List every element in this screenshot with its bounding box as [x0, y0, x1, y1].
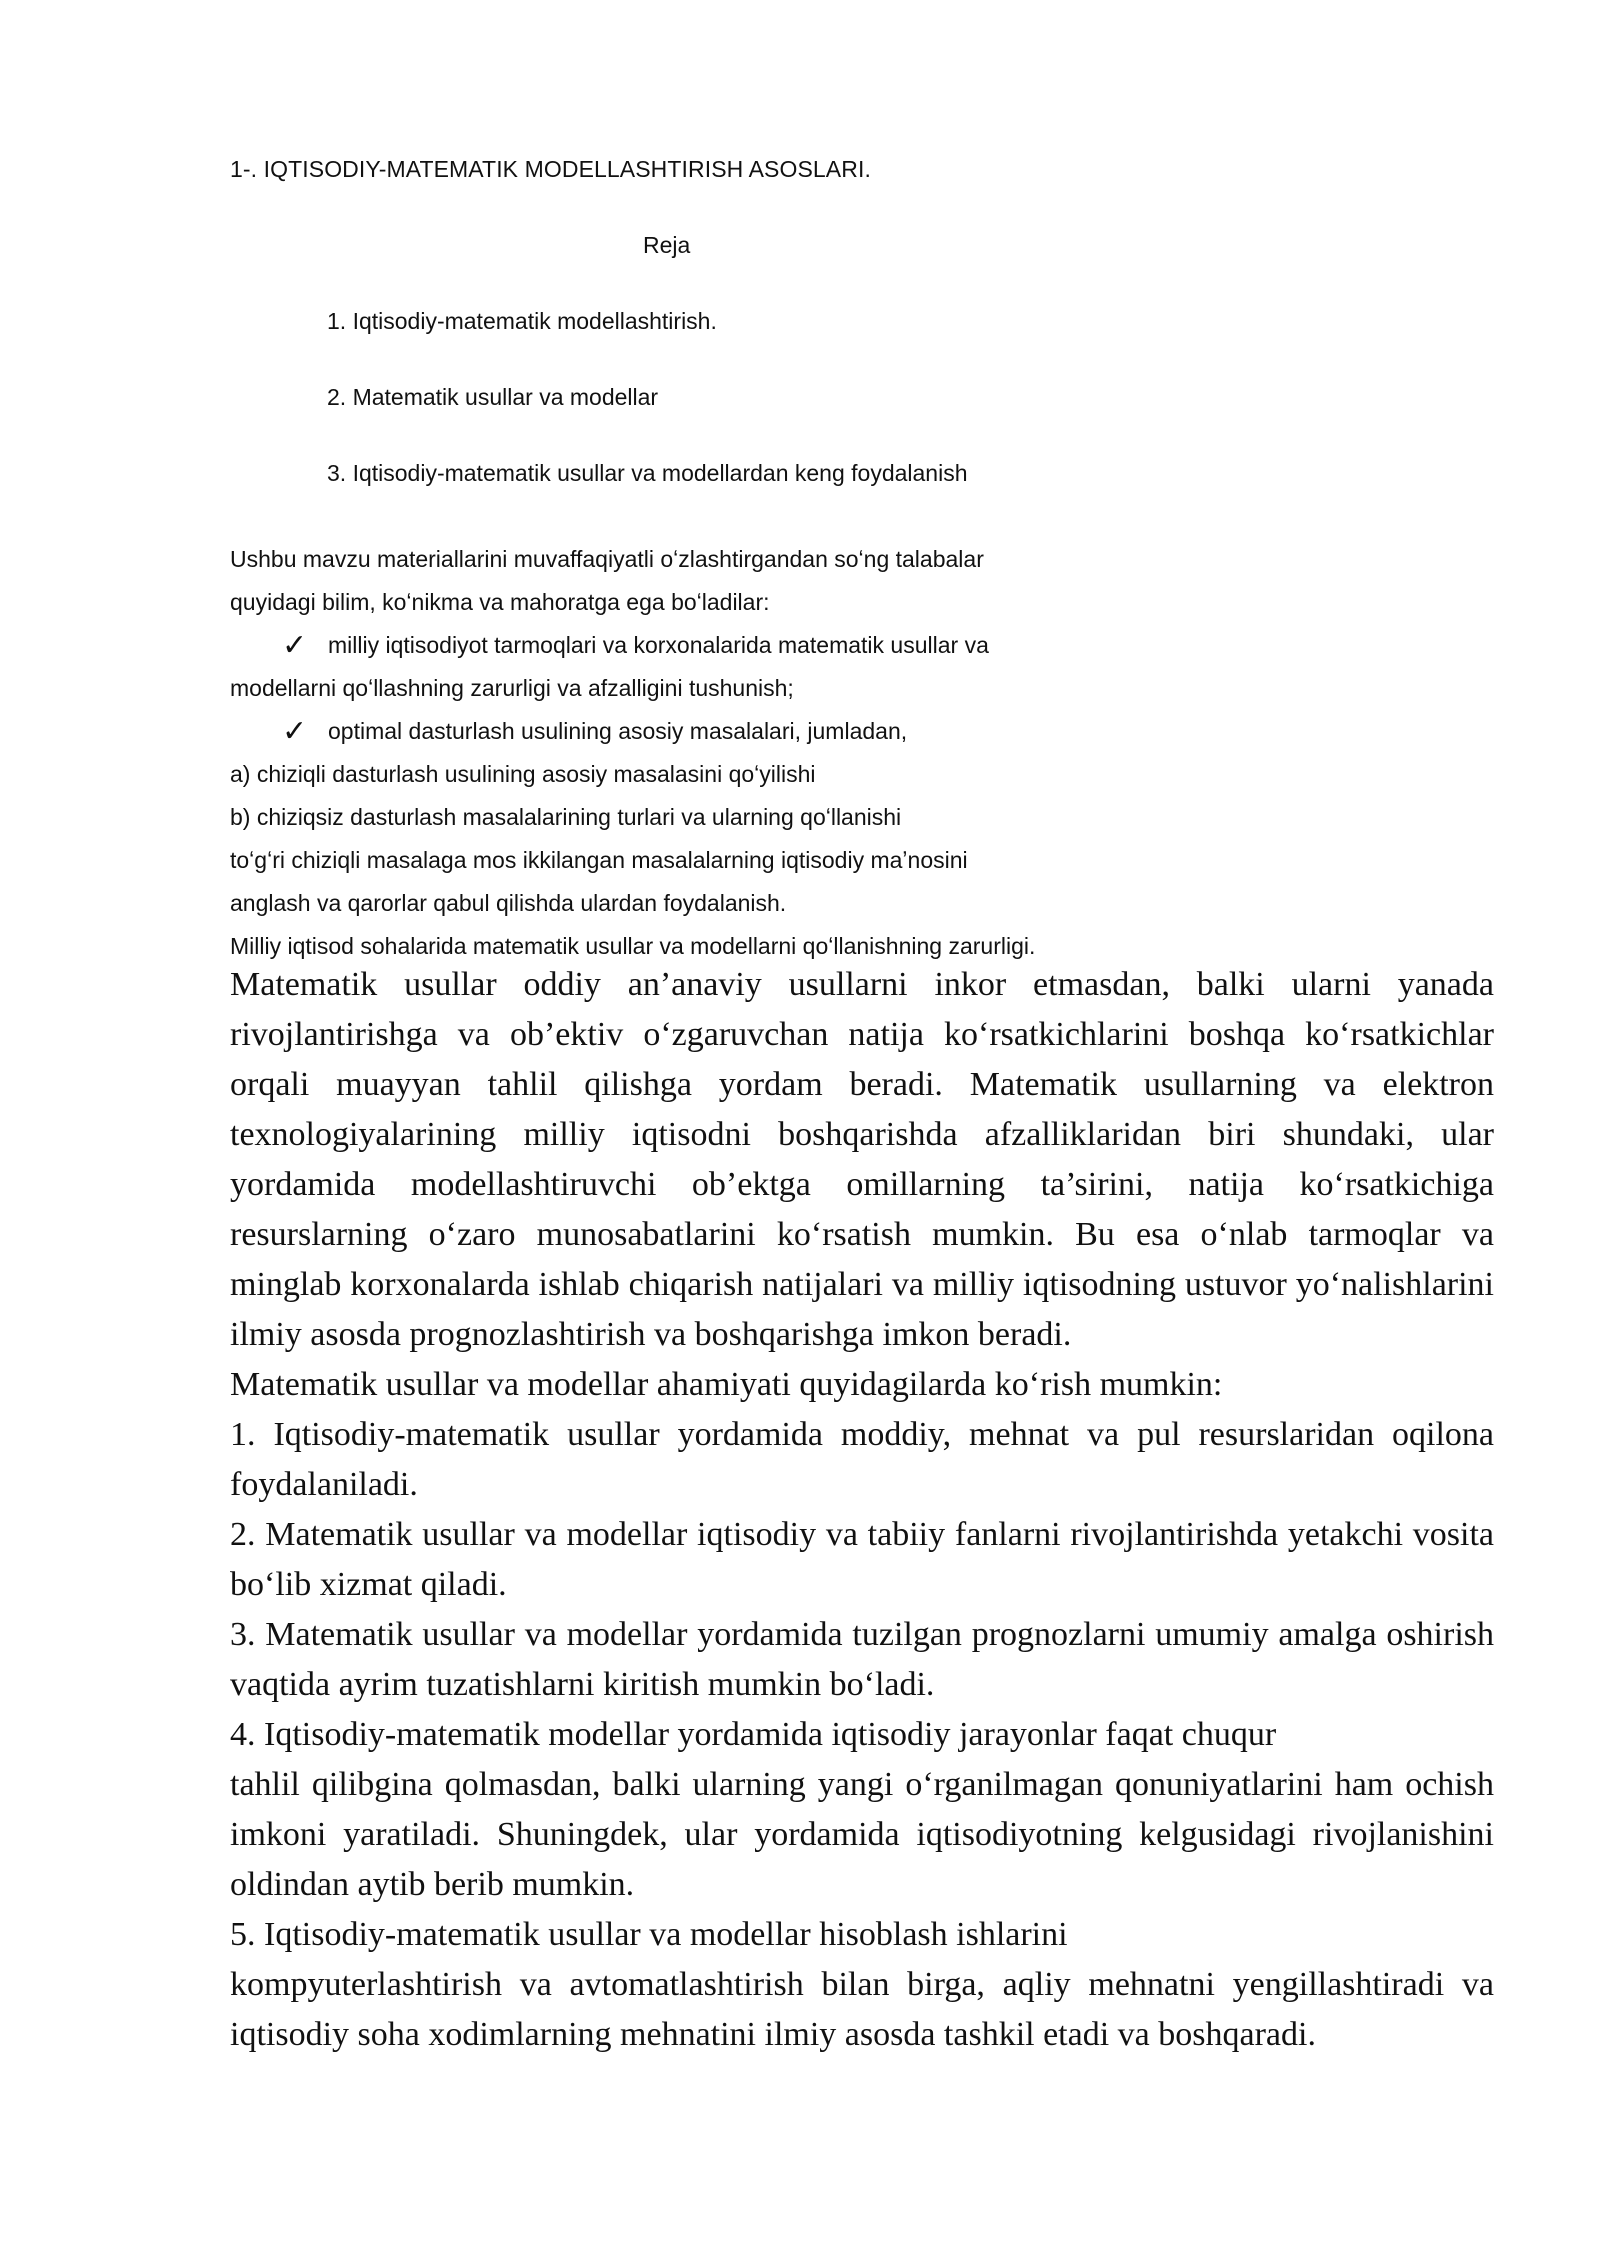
intro-line: Milliy iqtisod sohalarida matematik usullar va modellarni qoʻllanishning zarurligi. [230, 933, 1036, 959]
intro-line: modellarni qoʻllashning zarurligi va afzalligini tushunish; [230, 675, 794, 701]
plan-title: Reja [643, 232, 691, 258]
body-paragraph: Matematik usullar oddiy an’anaviy usullarni inkor etmasdan, balki ularni yanada rivojlantirishga va ob’ektiv o‘zgaruvchan natija ko‘rsatkichlarini boshqa ko‘rsatkichlar orqali muayyan tahlil qilishga yordam beradi. Matematik usullarning va elektron texnologiyalarining milliy iqtisodni boshqarishda afzalliklaridan biri shundaki, ular yordamida modellashtiruvchi ob’ektga omillarning ta’sirini, natija ko‘rsatkichiga resurslarning o‘zaro munosabatlarini ko‘rsatish mumkin. Bu esa o‘nlab tarmoqlar va minglab korxonalarda ishlab chiqarish natijalari va milliy iqtisodning ustuvor yo‘nalishlarini ilmiy asosda prognozlashtirish va boshqarishga imkon beradi. [230, 966, 1494, 1353]
intro-line: Ushbu mavzu materiallarini muvaffaqiyatli oʻzlashtirgandan soʻng talabalar [230, 546, 984, 572]
checklist-text: milliy iqtisodiyot tarmoqlari va korxonalarida matematik usullar va [328, 632, 989, 658]
checkmark-icon: ✓ [282, 629, 308, 662]
numbered-point-first-line: 5. Iqtisodiy-matematik usullar va modellar hisoblash ishlarini [230, 1916, 1068, 1953]
document-heading: 1-. IQTISODIY-MATEMATIK MODELLASHTIRISH ASOSLARI. [230, 156, 871, 182]
checklist-item [230, 624, 1510, 667]
plan-item: 3. Iqtisodiy-matematik usullar va modellardan keng foydalanish [327, 460, 968, 486]
checkmark-icon: ✓ [282, 715, 308, 748]
numbered-point-continuation: tahlil qilibgina qolmasdan, balki ularning yangi o‘rganilmagan qonuniyatlarini ham ochish imkoni yaratiladi. Shuningdek, ular yordamida iqtisodiyotning kelgusidagi rivojlanishini oldindan aytib berib mumkin. [230, 1766, 1494, 1903]
numbered-point-first-line: 4. Iqtisodiy-matematik modellar yordamida iqtisodiy jarayonlar faqat chuqur [230, 1716, 1277, 1753]
intro-line: quyidagi bilim, koʻnikma va mahoratga ega boʻladilar: [230, 589, 770, 615]
body-paragraph: Matematik usullar va modellar ahamiyati quyidagilarda ko‘rish mumkin: [230, 1366, 1223, 1403]
plan-item: 2. Matematik usullar va modellar [327, 384, 659, 410]
numbered-point [230, 1910, 1494, 2060]
numbered-point: 2. Matematik usullar va modellar iqtisodiy va tabiiy fanlarni rivojlantirishda yetakchi vosita bo‘lib xizmat qiladi. [230, 1516, 1494, 1603]
plan-list [327, 308, 968, 536]
numbered-point [230, 1710, 1494, 1910]
intro-line: anglash va qarorlar qabul qilishda ulardan foydalanish. [230, 890, 787, 916]
numbered-point: 3. Matematik usullar va modellar yordamida tuzilgan prognozlarni umumiy amalga oshirish vaqtida ayrim tuzatishlarni kiritish mumkin bo‘ladi. [230, 1616, 1494, 1703]
numbered-point: 1. Iqtisodiy-matematik usullar yordamida moddiy, mehnat va pul resurslaridan oqilona foydalaniladi. [230, 1416, 1494, 1503]
learning-outcomes [230, 538, 1510, 968]
checklist-text: optimal dasturlash usulining asosiy masalalari, jumladan, [328, 718, 908, 744]
plan-item: 1. Iqtisodiy-matematik modellashtirish. [327, 308, 717, 334]
intro-line: b) chiziqsiz dasturlash masalalarining turlari va ularning qoʻllanishi [230, 804, 902, 830]
main-text [230, 960, 1494, 2060]
intro-line: toʻgʻri chiziqli masalaga mos ikkilangan masalalarning iqtisodiy maʼnosini [230, 847, 968, 873]
checklist-item [230, 710, 1510, 753]
numbered-point-continuation: kompyuterlashtirish va avtomatlashtirish bilan birga, aqliy mehnatni yengillashtiradi va iqtisodiy soha xodimlarning mehnatini ilmiy asosda tashkil etadi va boshqaradi. [230, 1966, 1494, 2053]
intro-line: a) chiziqli dasturlash usulining asosiy masalasini qoʻyilishi [230, 761, 816, 787]
